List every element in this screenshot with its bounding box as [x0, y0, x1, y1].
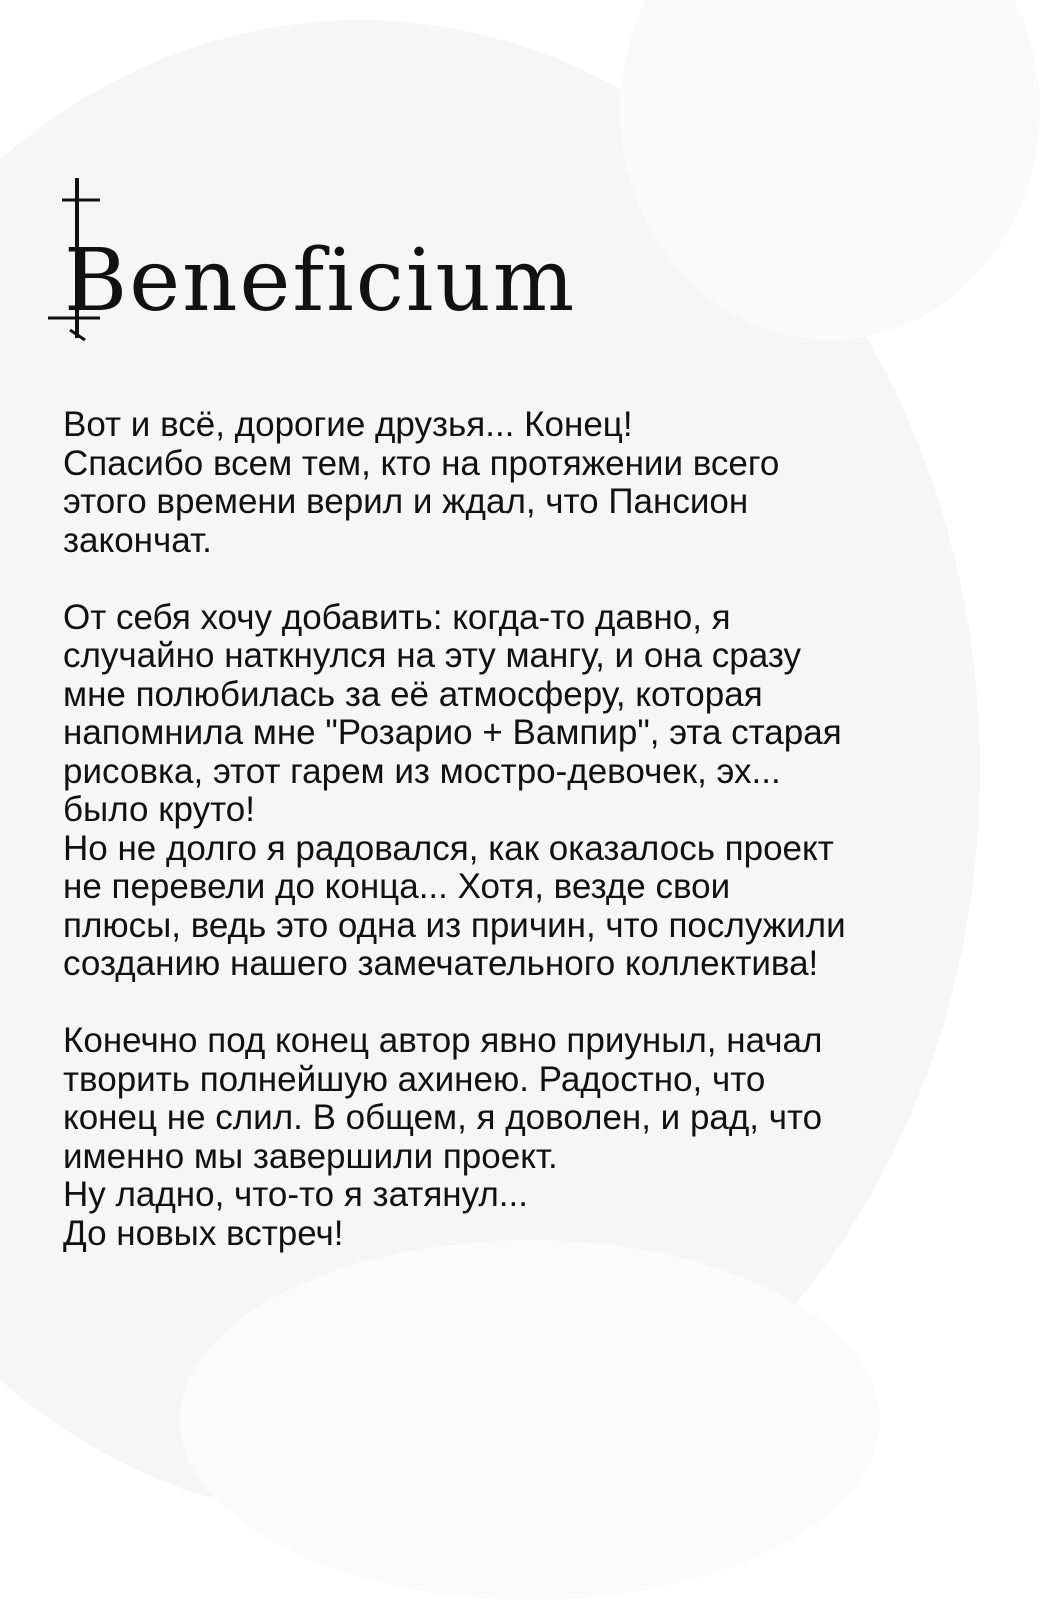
text-line: именно мы завершили проект. — [63, 1136, 558, 1176]
paragraph — [63, 599, 923, 984]
text-line: закончат. — [63, 520, 212, 560]
text-line: созданию нашего замечательного коллектива! — [63, 944, 819, 983]
text-line: До новых встреч! — [63, 1213, 344, 1253]
text-line: Конечно под конец автор явно приуныл, начал — [63, 1021, 823, 1060]
text-line: мне полюбилась за её атмосферу, которая — [63, 674, 763, 714]
body-text — [63, 406, 923, 1253]
paragraph — [63, 406, 923, 560]
text-line: Но не долго я радовался, как оказалось проект — [63, 828, 834, 868]
text-line: этого времени верил и ждал, что Пансион — [63, 482, 749, 521]
text-line: случайно наткнулся на эту мангу, и она сразу — [63, 636, 801, 675]
text-line: не перевели до конца... Хотя, везде свои — [63, 867, 731, 906]
beneficium-logo — [40, 170, 577, 345]
text-line: От себя хочу добавить: когда-то давно, я — [63, 597, 731, 637]
text-line: рисовка, этот гарем из мостро-девочек, эх... — [63, 751, 781, 791]
text-line: Вот и всё, дорогие друзья... Конец! — [63, 405, 633, 444]
text-line: напомнила мне "Розарио + Вампир", эта старая — [63, 713, 842, 752]
text-line: было круто! — [63, 790, 255, 829]
paragraph — [63, 1022, 923, 1253]
text-line: плюсы, ведь это одна из причин, что послужили — [63, 905, 846, 945]
background-shape — [180, 1240, 880, 1600]
text-line: творить полнейшую ахинею. Радостно, что — [63, 1059, 766, 1099]
text-line: Спасибо всем тем, кто на протяжении всего — [63, 443, 780, 483]
text-line: Ну ладно, что-то я затянул... — [63, 1175, 528, 1214]
logo-wordmark: Beneficium — [64, 231, 577, 331]
text-line: конец не слил. В общем, я доволен, и рад, что — [63, 1098, 823, 1137]
